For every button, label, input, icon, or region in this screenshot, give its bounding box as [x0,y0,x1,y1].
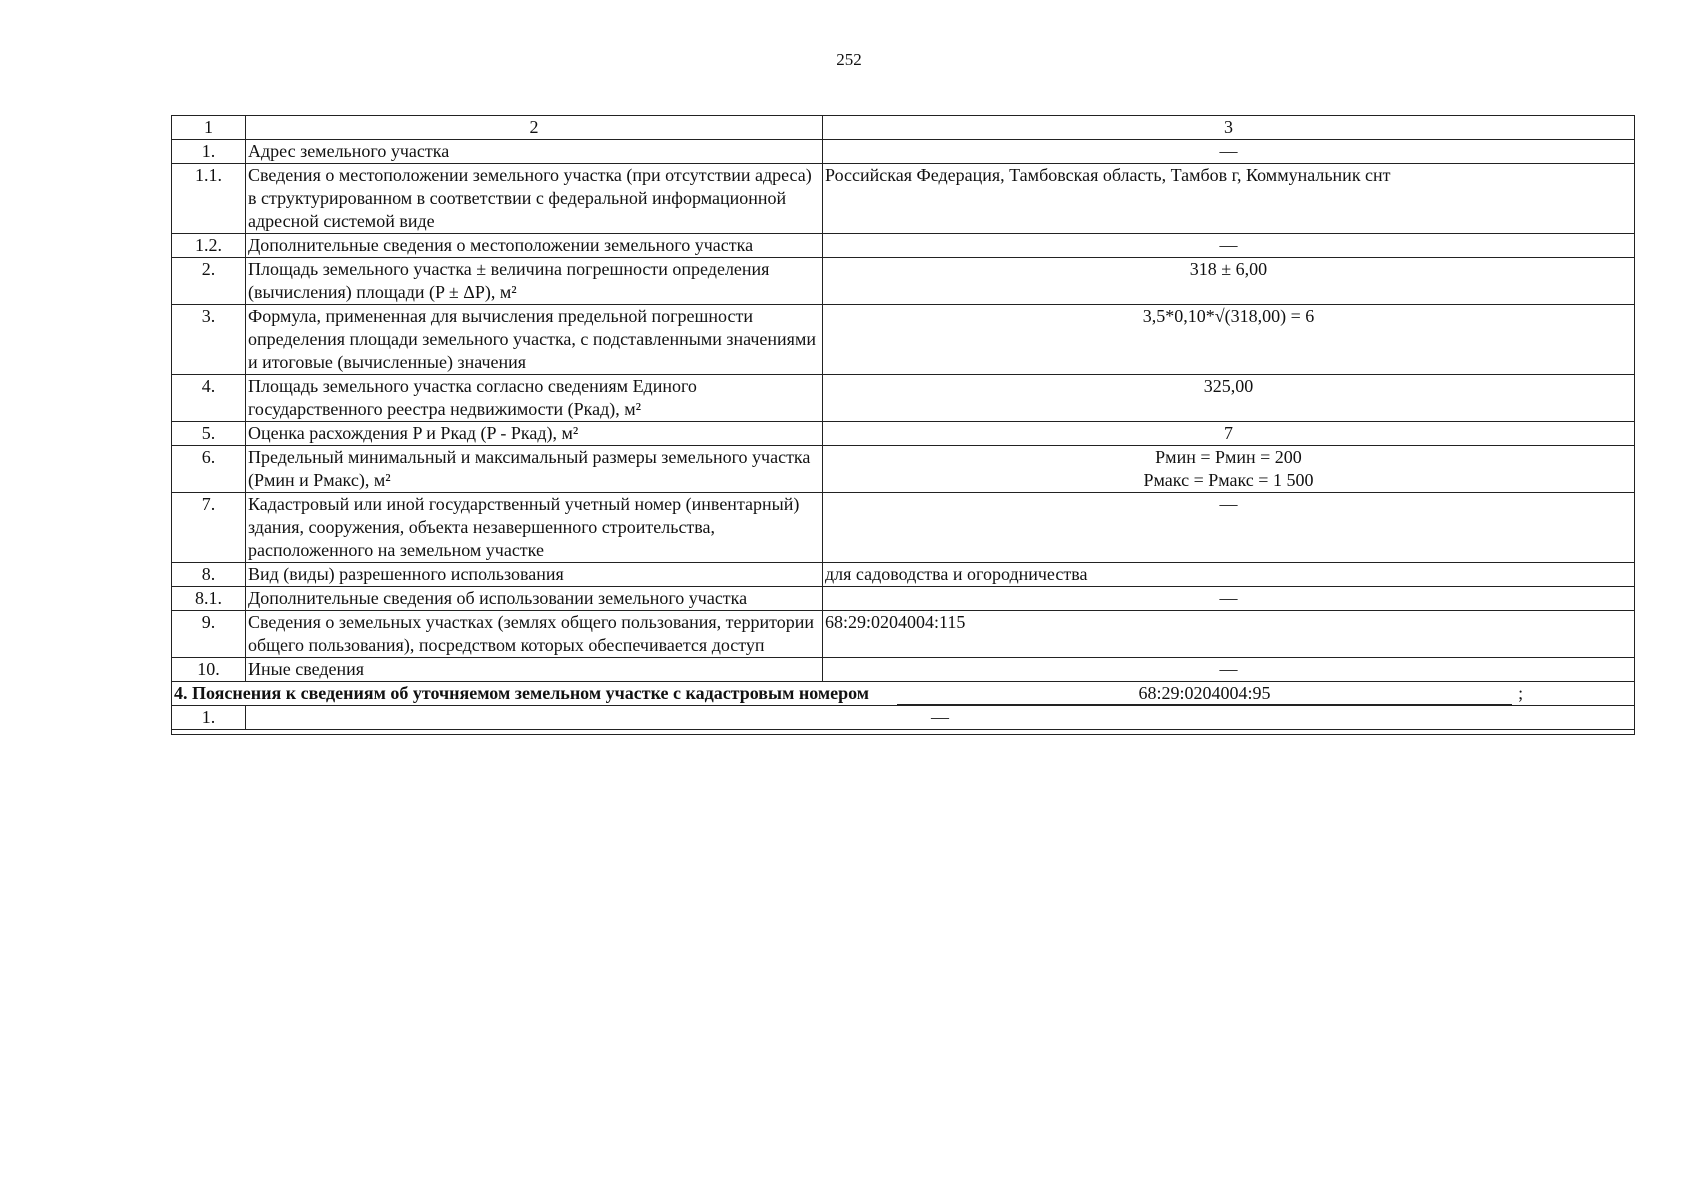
row-number: 8. [172,563,246,587]
row-number: 3. [172,305,246,375]
row-value: — [823,493,1635,563]
page-number: 252 [836,50,862,69]
row-label: Предельный минимальный и максимальный размеры земельного участка (Pмин и Pмакс), м² [246,446,823,493]
section-4-cadastral-number: 68:29:0204004:95 [897,683,1512,705]
land-plot-info-table [171,115,1635,735]
row-value: — [823,234,1635,258]
section-4-header [172,682,1635,706]
table-row [172,234,1635,258]
table-row [172,164,1635,234]
table-row [172,587,1635,611]
row-value: 318 ± 6,00 [823,258,1635,305]
section-4-title: 4. Пояснения к сведениям об уточняемом земельном участке с кадастровым номером [174,683,870,703]
min-size-value: Pмин = Pмин = 200 [1155,447,1302,467]
row-value: — [246,706,1635,730]
row-label: Адрес земельного участка [246,140,823,164]
table-row [172,140,1635,164]
row-label: Оценка расхождения P и Ркад (P - Ркад), м² [246,422,823,446]
section-4-header-row [172,682,1635,706]
row-value: — [823,658,1635,682]
row-label: Сведения о земельных участках (землях общего пользования, территории общего пользования), посредством которых обеспечивается доступ [246,611,823,658]
row-value: 3,5*0,10*√(318,00) = 6 [823,305,1635,375]
header-col-3: 3 [823,116,1635,140]
row-label: Вид (виды) разрешенного использования [246,563,823,587]
row-number: 1. [172,706,246,730]
table-row [172,375,1635,422]
row-value: Российская Федерация, Тамбовская область, Тамбов г, Коммунальник снт [823,164,1635,234]
table-row [172,305,1635,375]
row-value: 68:29:0204004:115 [823,611,1635,658]
table-bottom-spacer [172,730,1635,735]
row-value: 325,00 [823,375,1635,422]
table-row [172,611,1635,658]
header-col-1: 1 [172,116,246,140]
max-size-value: Pмакс = Pмакс = 1 500 [1143,470,1314,490]
row-number: 10. [172,658,246,682]
row-number: 6. [172,446,246,493]
table-row [172,446,1635,493]
row-number: 1.1. [172,164,246,234]
header-col-2: 2 [246,116,823,140]
row-label: Дополнительные сведения об использовании земельного участка [246,587,823,611]
row-value [823,446,1635,493]
row-number: 9. [172,611,246,658]
row-value: 7 [823,422,1635,446]
row-value: — [823,587,1635,611]
row-label: Площадь земельного участка ± величина погрешности определения (вычисления) площади (P ± ΔP), м² [246,258,823,305]
row-label: Сведения о местоположении земельного участка (при отсутствии адреса) в структурированном в соответствии с федеральной информационной адресной системой виде [246,164,823,234]
row-number: 5. [172,422,246,446]
table-row [172,706,1635,730]
row-number: 7. [172,493,246,563]
row-value: — [823,140,1635,164]
row-number: 2. [172,258,246,305]
table-bottom-border [172,730,1635,735]
table-row [172,658,1635,682]
table-row [172,563,1635,587]
row-label: Площадь земельного участка согласно сведениям Единого государственного реестра недвижимости (Ркад), м² [246,375,823,422]
row-value: для садоводства и огородничества [823,563,1635,587]
table-row [172,258,1635,305]
row-number: 4. [172,375,246,422]
row-label: Иные сведения [246,658,823,682]
row-label: Кадастровый или иной государственный учетный номер (инвентарный) здания, сооружения, объекта незавершенного строительства, расположенного на земельном участке [246,493,823,563]
row-label: Дополнительные сведения о местоположении земельного участка [246,234,823,258]
row-number: 1.2. [172,234,246,258]
row-number: 8.1. [172,587,246,611]
row-number: 1. [172,140,246,164]
table-header-row [172,116,1635,140]
section-4-end-mark: ; [1518,683,1524,703]
table-row [172,422,1635,446]
row-label: Формула, примененная для вычисления предельной погрешности определения площади земельного участка, с подставленными значениями и итоговые (вычисленные) значения [246,305,823,375]
table-row [172,493,1635,563]
